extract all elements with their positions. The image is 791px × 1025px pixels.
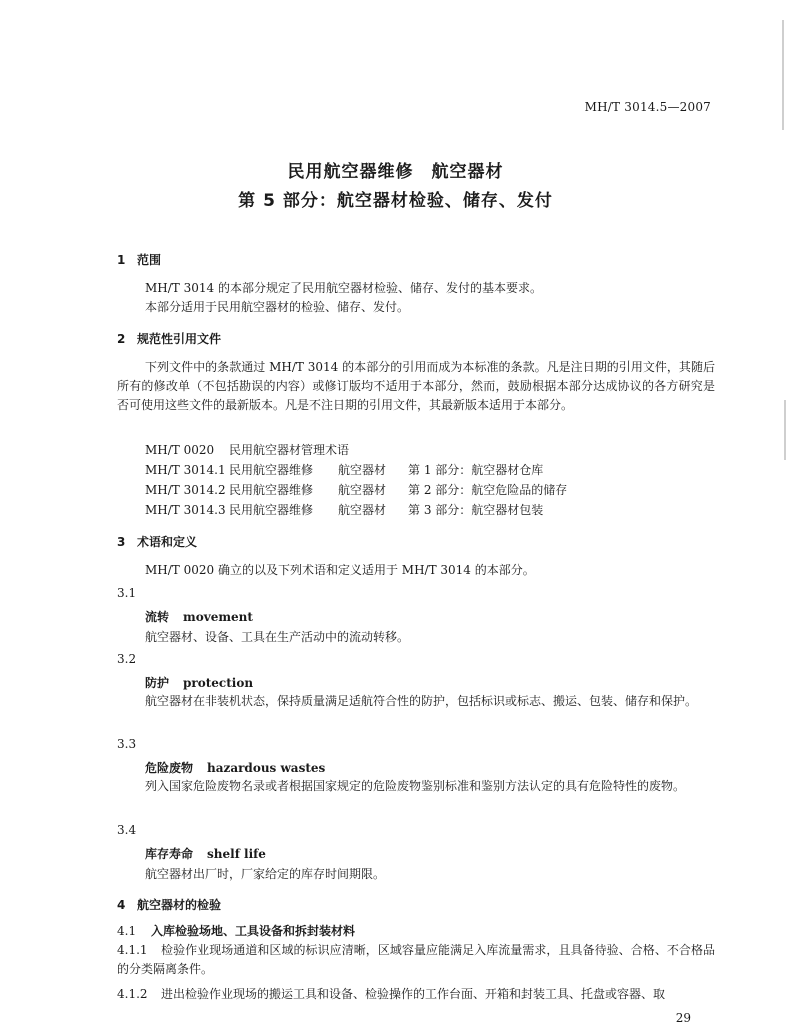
term-heading (145, 608, 253, 625)
reference-part-title: 航空器材 (338, 483, 387, 497)
section-3-heading (117, 533, 197, 550)
subsection-number: 4.1 (117, 924, 137, 938)
term-chinese: 防护 (145, 676, 170, 690)
term-heading (145, 759, 325, 776)
document-title-line2: 第 5 部分：航空器材检验、储存、发付 (238, 191, 553, 211)
document-title-line1: 民用航空器维修 航空器材 (287, 162, 504, 182)
section-number: 1 (117, 253, 126, 267)
term-english: protection (183, 676, 254, 690)
term-english: movement (183, 610, 253, 624)
subsection-4-1-heading (117, 922, 355, 939)
reference-part: 第 2 部分：航空危险品的储存 (408, 483, 568, 497)
term-heading (145, 674, 253, 691)
clause-text: 检验作业现场通道和区域的标识应清晰，区域容量应能满足入库流量需求，且具备待验、合格、不合格品的分类隔离条件。 (117, 943, 715, 976)
standard-code: MH/T 3014.5—2007 (584, 100, 711, 114)
subsection-title: 入库检验场地、工具设备和拆封装材料 (151, 924, 356, 938)
page-number: 29 (675, 1011, 691, 1025)
clause-4-1-2 (117, 985, 715, 1004)
section-2-intro: 下列文件中的条款通过 MH/T 3014 的本部分的引用而成为本标准的条款。凡是注日期的引用文件，其随后所有的修改单（不包括勘误的内容）或修订版均不适用于本部分，然而，鼓励根据本部分达成协议的各方研究是否可使用这些文件的最新版本。凡是不注日期的引用文件，其最新版本适用于本部分。 (117, 360, 715, 412)
clause-number: 4.1.1 (117, 943, 148, 957)
term-chinese: 危险废物 (145, 761, 194, 775)
section-1-paragraph-2: 本部分适用于民用航空器材的检验、储存、发付。 (145, 300, 410, 314)
term-chinese: 库存寿命 (145, 847, 194, 861)
section-title: 术语和定义 (137, 535, 198, 549)
clause-text: 进出检验作业现场的搬运工具和设备、检验操作的工作台面、开箱和封装工具、托盘或容器、取 (161, 987, 666, 1001)
reference-part: 第 3 部分：航空器材包装 (408, 503, 544, 517)
term-number: 3.4 (117, 823, 137, 837)
term-chinese: 流转 (145, 610, 170, 624)
term-english: shelf life (207, 847, 266, 861)
term-definition: 航空器材在非装机状态，保持质量满足适航符合性的防护，包括标识或标志、搬运、包装、储存和保护。 (145, 694, 698, 708)
section-1-heading (117, 251, 161, 268)
section-title: 范围 (137, 253, 162, 267)
section-title: 规范性引用文件 (137, 332, 222, 346)
reference-part-title: 航空器材 (338, 503, 387, 517)
section-number: 2 (117, 332, 126, 346)
reference-item (145, 461, 543, 478)
clause-4-1-1 (117, 941, 715, 979)
reference-code: MH/T 3014.3 (145, 503, 226, 517)
scan-edge-mark (782, 20, 784, 130)
section-4-heading (117, 896, 221, 913)
section-2-heading (117, 330, 221, 347)
reference-code: MH/T 0020 (145, 443, 215, 457)
reference-part: 第 1 部分：航空器材仓库 (408, 463, 544, 477)
reference-part-title: 航空器材 (338, 463, 387, 477)
reference-title: 民用航空器材管理术语 (229, 443, 350, 457)
reference-title: 民用航空器维修 (229, 483, 314, 497)
term-definition: 航空器材出厂时，厂家给定的库存时间期限。 (145, 867, 386, 881)
clause-number: 4.1.2 (117, 987, 148, 1001)
section-1-paragraph-1: MH/T 3014 的本部分规定了民用航空器材检验、储存、发付的基本要求。 (145, 281, 542, 295)
reference-code: MH/T 3014.1 (145, 463, 226, 477)
term-number: 3.2 (117, 652, 137, 666)
section-number: 3 (117, 535, 126, 549)
scan-edge-mark (784, 400, 786, 460)
term-definition: 列入国家危险废物名录或者根据国家规定的危险废物鉴别标准和鉴别方法认定的具有危险特性的废物。 (145, 779, 686, 793)
term-number: 3.1 (117, 586, 137, 600)
term-number: 3.3 (117, 737, 137, 751)
reference-title: 民用航空器维修 (229, 463, 314, 477)
reference-item (145, 441, 349, 458)
reference-item (145, 501, 543, 518)
section-3-intro: MH/T 0020 确立的以及下列术语和定义适用于 MH/T 3014 的本部分。 (145, 563, 535, 577)
term-english: hazardous wastes (207, 761, 326, 775)
section-title: 航空器材的检验 (137, 898, 222, 912)
term-definition: 航空器材、设备、工具在生产活动中的流动转移。 (145, 630, 410, 644)
reference-title: 民用航空器维修 (229, 503, 314, 517)
section-number: 4 (117, 898, 126, 912)
reference-code: MH/T 3014.2 (145, 483, 226, 497)
term-heading (145, 845, 266, 862)
reference-item (145, 481, 567, 498)
